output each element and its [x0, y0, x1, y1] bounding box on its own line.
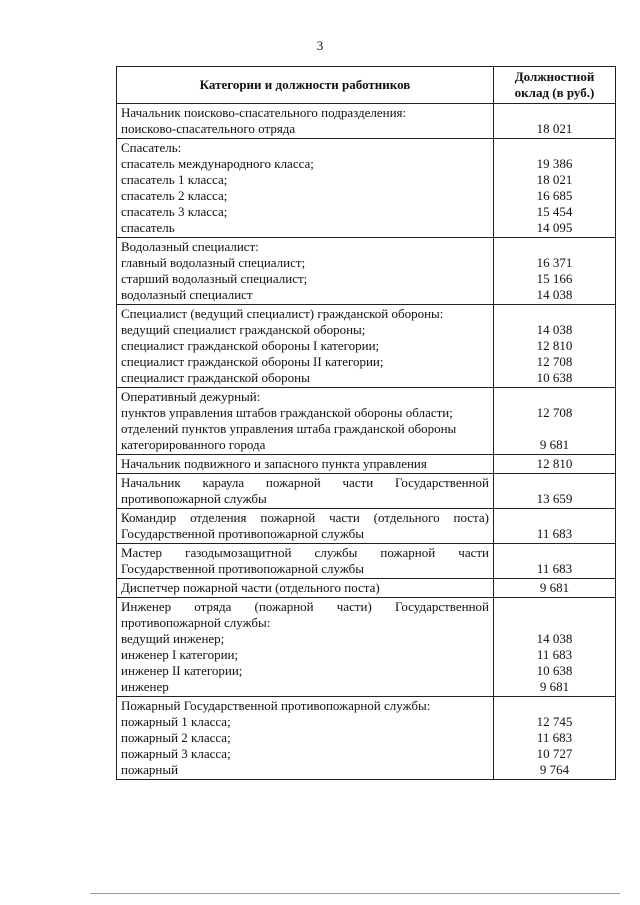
category-line: Диспетчер пожарной части (отдельного поста) [121, 580, 380, 595]
category-cell [117, 104, 494, 139]
salary-value: 12 708 [536, 405, 573, 420]
category-line: спасатель [121, 220, 175, 235]
category-line: Инженер отряда (пожарной части) Государственной [121, 599, 489, 614]
category-line: спасатель 1 класса; [121, 172, 228, 187]
category-line: Спасатель: [121, 140, 182, 155]
category-line: Начальник караула пожарной части Государственной [121, 475, 489, 490]
header-salary [494, 67, 616, 104]
category-line: специалист гражданской обороны II категории; [121, 354, 384, 369]
salary-cell [494, 579, 616, 598]
salary-cell [494, 509, 616, 544]
category-line: категорированного города [121, 437, 266, 452]
category-line: Водолазный специалист: [121, 239, 259, 254]
category-cell [117, 598, 494, 697]
salary-value [494, 239, 615, 255]
salary-value: 10 727 [536, 746, 573, 761]
salary-cell [494, 104, 616, 139]
category-line: инженер II категории; [121, 663, 243, 678]
category-cell [117, 509, 494, 544]
page-number: 3 [316, 38, 324, 53]
salary-value: 19 386 [536, 156, 573, 171]
salary-value: 10 638 [536, 370, 573, 385]
salary-value [494, 615, 615, 631]
salary-value [494, 698, 615, 714]
table-row [117, 509, 616, 544]
category-line: водолазный специалист [121, 287, 253, 302]
category-line: пожарный 2 класса; [121, 730, 231, 745]
salary-cell [494, 544, 616, 579]
table-row [117, 104, 616, 139]
salary-cell [494, 238, 616, 305]
salary-value: 14 095 [536, 220, 573, 235]
table-body [117, 104, 616, 780]
category-line: отделений пунктов управления штаба гражданской обороны [121, 421, 457, 436]
salary-cell [494, 139, 616, 238]
category-line: специалист гражданской обороны I категории; [121, 338, 380, 353]
salary-value [494, 421, 615, 437]
category-line: инженер I категории; [121, 647, 239, 662]
table-row [117, 305, 616, 388]
category-line: инженер [121, 679, 169, 694]
salary-value: 11 683 [536, 730, 573, 745]
category-line: ведущий специалист гражданской обороны; [121, 322, 366, 337]
category-cell [117, 697, 494, 780]
salary-value: 9 681 [539, 437, 570, 452]
category-cell [117, 139, 494, 238]
category-line: Оперативный дежурный: [121, 389, 261, 404]
salary-value: 9 681 [539, 679, 570, 694]
table-row [117, 598, 616, 697]
salary-value [494, 599, 615, 615]
category-line: спасатель 3 класса; [121, 204, 228, 219]
salary-value: 13 659 [536, 491, 573, 506]
category-cell [117, 238, 494, 305]
salary-cell [494, 697, 616, 780]
salary-value: 12 810 [536, 456, 573, 471]
category-cell [117, 305, 494, 388]
category-line: главный водолазный специалист; [121, 255, 306, 270]
category-line: Государственной противопожарной службы [121, 526, 365, 541]
category-cell [117, 388, 494, 455]
category-line: пожарный 3 класса; [121, 746, 231, 761]
salary-value: 14 038 [536, 322, 573, 337]
salary-value: 9 764 [539, 762, 570, 777]
category-cell [117, 544, 494, 579]
salary-value [494, 389, 615, 405]
table-row [117, 544, 616, 579]
salary-value: 11 683 [536, 526, 573, 541]
category-line: пожарный 1 класса; [121, 714, 231, 729]
category-line: спасатель международного класса; [121, 156, 314, 171]
category-line: Специалист (ведущий специалист) гражданской обороны: [121, 306, 444, 321]
salary-value: 18 021 [536, 172, 573, 187]
salary-value: 14 038 [536, 631, 573, 646]
category-line: Мастер газодымозащитной службы пожарной части [121, 545, 489, 560]
salary-cell [494, 455, 616, 474]
table-row [117, 474, 616, 509]
salary-table [116, 66, 616, 780]
salary-value [494, 105, 615, 121]
category-line: Начальник поисково-спасательного подразделения: [121, 105, 407, 120]
footer-rule [90, 893, 620, 894]
salary-value [494, 545, 615, 561]
category-line: старший водолазный специалист; [121, 271, 308, 286]
salary-value: 12 745 [536, 714, 573, 729]
salary-cell [494, 598, 616, 697]
salary-cell [494, 305, 616, 388]
category-line: ведущий инженер; [121, 631, 225, 646]
salary-value: 15 166 [536, 271, 573, 286]
table-row [117, 388, 616, 455]
salary-value [494, 306, 615, 322]
salary-value: 15 454 [536, 204, 573, 219]
category-cell [117, 474, 494, 509]
table-row [117, 455, 616, 474]
salary-value: 16 371 [536, 255, 573, 270]
table-row [117, 697, 616, 780]
salary-value: 11 683 [536, 647, 573, 662]
category-line: пунктов управления штабов гражданской обороны области; [121, 405, 453, 420]
table-row [117, 139, 616, 238]
salary-value [494, 510, 615, 526]
category-line: спасатель 2 класса; [121, 188, 228, 203]
table-row [117, 238, 616, 305]
table-header-row [117, 67, 616, 104]
header-salary-line1: Должностной [514, 69, 595, 84]
salary-value: 14 038 [536, 287, 573, 302]
category-line: Государственной противопожарной службы [121, 561, 365, 576]
salary-cell [494, 474, 616, 509]
category-line: противопожарной службы [121, 491, 267, 506]
category-cell [117, 455, 494, 474]
salary-value: 16 685 [536, 188, 573, 203]
salary-value [494, 140, 615, 156]
category-cell [117, 579, 494, 598]
salary-value [494, 475, 615, 491]
category-line: противопожарной службы: [121, 615, 271, 630]
category-line: специалист гражданской обороны [121, 370, 310, 385]
header-salary-line2: оклад (в руб.) [514, 85, 595, 100]
salary-value: 11 683 [536, 561, 573, 576]
salary-value: 10 638 [536, 663, 573, 678]
salary-cell [494, 388, 616, 455]
salary-value: 18 021 [536, 121, 573, 136]
salary-value: 12 708 [536, 354, 573, 369]
category-line: пожарный [121, 762, 179, 777]
category-line: поисково-спасательного отряда [121, 121, 296, 136]
category-line: Пожарный Государственной противопожарной службы: [121, 698, 431, 713]
category-line: Командир отделения пожарной части (отдельного поста) [121, 510, 489, 525]
salary-value: 9 681 [539, 580, 570, 595]
salary-value: 12 810 [536, 338, 573, 353]
table-row [117, 579, 616, 598]
category-line: Начальник подвижного и запасного пункта управления [121, 456, 427, 471]
header-category: Категории и должности работников [117, 67, 494, 104]
